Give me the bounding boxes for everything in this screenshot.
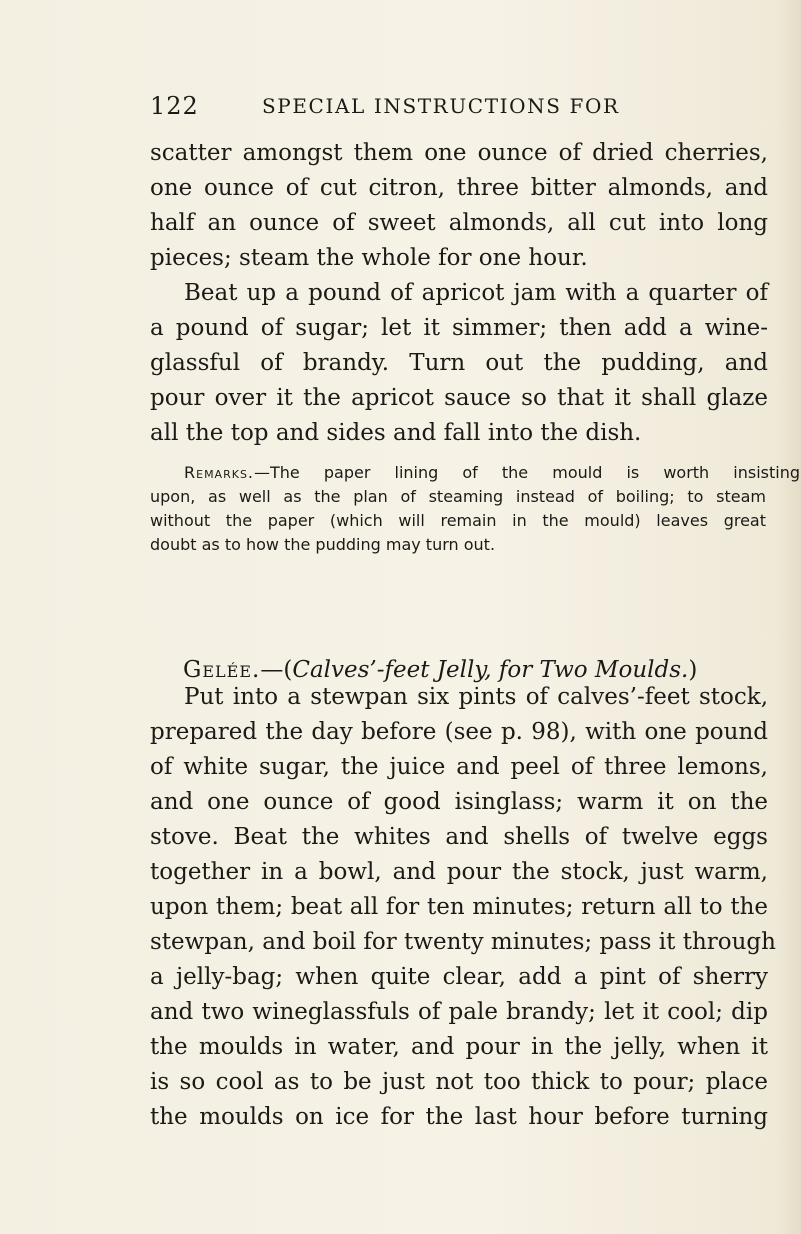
page-header [150,92,750,122]
text-line: all the top and sides and fall into the dish. [150,420,642,446]
text-line: pieces; steam the whole for one hour. [150,245,588,271]
text-line: Beat up a pound of apricot jam with a quarter of [184,280,768,306]
text-line: Put into a stewpan six pints of calves’-feet stock, [184,684,768,710]
text-line: pour over it the apricot sauce so that it shall glaze [150,385,768,411]
text-line: the moulds in water, and pour in the jelly, when it [150,1034,768,1060]
remarks-label: Remarks. [184,463,255,482]
text-line: scatter amongst them one ounce of dried cherries, [150,140,768,166]
text-line: —The paper lining of the mould is worth insisting [254,463,800,482]
heading-close: ) [688,657,698,683]
text-line: upon, as well as the plan of steaming instead of boiling; to steam [150,487,766,506]
heading-dash: —( [260,657,293,683]
text-line: doubt as to how the pudding may turn out. [150,535,496,554]
recipe-heading [183,657,697,683]
remarks-first-line [184,463,800,482]
text-line: one ounce of cut citron, three bitter almonds, and [150,175,768,201]
text-line: without the paper (which will remain in the mould) leaves great [150,511,766,530]
text-line: the moulds on ice for the last hour before turning [150,1104,768,1130]
text-line: upon them; beat all for ten minutes; return all to the [150,894,768,920]
text-line: and one ounce of good isinglass; warm it on the [150,789,768,815]
text-line: together in a bowl, and pour the stock, just warm, [150,859,768,885]
text-line: a jelly-bag; when quite clear, add a pint of sherry [150,964,768,990]
text-line: and two wineglassfuls of pale brandy; let it cool; dip [150,999,768,1025]
recipe-subtitle: Calves’-feet Jelly, for Two Moulds. [292,657,689,683]
text-line: is so cool as to be just not too thick to pour; place [150,1069,768,1095]
text-line: of white sugar, the juice and peel of three lemons, [150,754,768,780]
page-number: 122 [150,92,199,120]
text-line: glassful of brandy. Turn out the pudding, and [150,350,768,376]
recipe-name: Gelée. [183,657,261,683]
text-line: prepared the day before (see p. 98), with one pound [150,719,768,745]
text-line: a pound of sugar; let it simmer; then add a wine- [150,315,768,341]
text-line: stove. Beat the whites and shells of twelve eggs [150,824,768,850]
text-line: stewpan, and boil for twenty minutes; pass it through [150,929,776,955]
running-title: SPECIAL INSTRUCTIONS FOR [262,94,620,118]
text-line: half an ounce of sweet almonds, all cut into long [150,210,768,236]
